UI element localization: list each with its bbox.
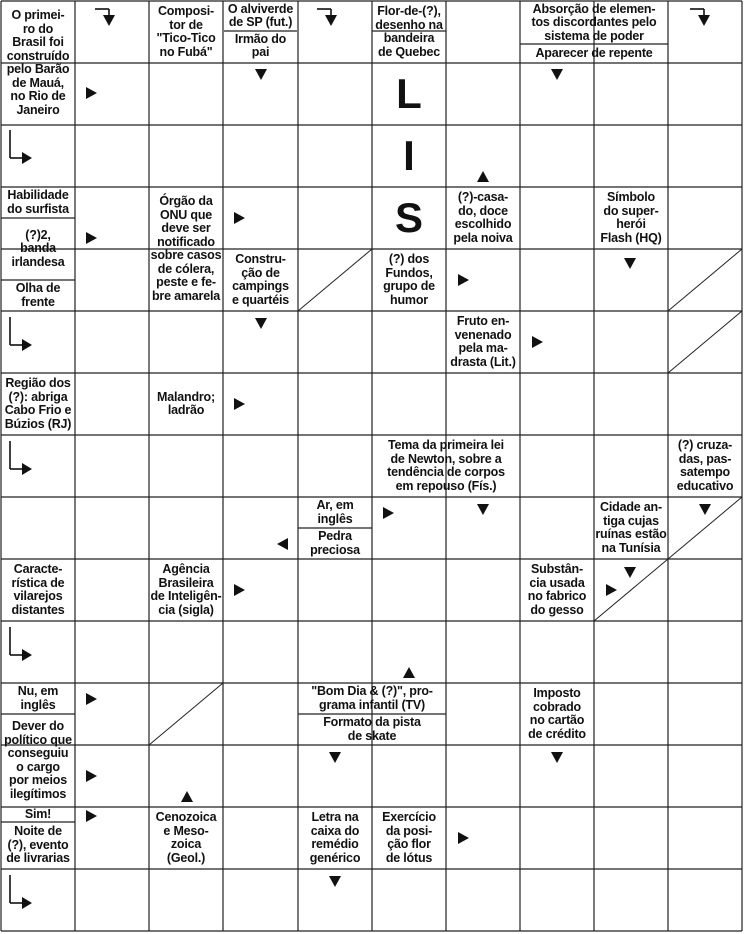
clue-c32: Sim! — [24, 807, 52, 821]
arrow-right-icon — [532, 336, 543, 348]
clue-c30: Formato da pista de skate — [323, 715, 421, 743]
arrow-up-icon — [477, 171, 489, 182]
arrow-down-icon — [477, 504, 489, 515]
clue-c14: (?)-casa- do, doce escolhido pela noiva — [453, 190, 513, 245]
arrow-right-icon — [383, 507, 394, 519]
arrow-down-icon — [624, 567, 636, 578]
clue-c23: Cidade an- tiga cujas ruínas estão na Tunísia — [595, 500, 667, 555]
arrow-bent-down-icon — [698, 15, 710, 26]
clue-c10: Olha de frente — [15, 281, 61, 309]
arrow-bent-down-icon — [103, 15, 115, 26]
blocked-cell-diagonal — [298, 249, 372, 311]
answer-letter-cell[interactable]: L — [396, 70, 422, 117]
clue-c19: Tema da primeira lei de Newton, sobre a tendência de corpos em repouso (Fís.) — [387, 438, 505, 493]
arrow-right-icon — [606, 584, 617, 596]
clue-c17: Região dos (?): abriga Cabo Frio e Búzios (RJ) — [4, 376, 72, 431]
clue-c12: Constru- ção de campings e quartéis — [231, 252, 290, 307]
arrow-right-icon — [458, 274, 469, 286]
arrow-bent-right-icon — [22, 152, 32, 164]
arrow-right-icon — [86, 693, 97, 705]
clue-c25: Agência Brasileira de Inteligên- cia (sigla) — [150, 562, 222, 617]
clue-c18: Malandro; ladrão — [157, 389, 215, 417]
clue-c28: Dever do político que conseguiu o cargo por meios ilegítimos — [4, 719, 72, 801]
clue-c21: Ar, em inglês — [316, 498, 354, 526]
clue-c27: Nu, em inglês — [17, 684, 59, 712]
clue-c33: Noite de (?), evento de livrarias — [6, 824, 70, 866]
blocked-cell-diagonal — [668, 249, 742, 311]
arrow-down-icon — [551, 69, 563, 80]
clue-c4: Irmão do pai — [234, 31, 287, 59]
clue-c16: Fruto en- venenado pela ma- drasta (Lit.) — [450, 314, 516, 369]
arrow-down-icon — [624, 258, 636, 269]
clue-c22: Pedra preciosa — [310, 529, 360, 557]
clue-c31: Imposto cobrado no cartão de crédito — [528, 686, 586, 741]
arrow-right-icon — [458, 832, 469, 844]
clue-c9: (?)2, banda irlandesa — [11, 227, 65, 269]
clue-c34: Cenozoica e Meso- zoica (Geol.) — [155, 810, 217, 865]
answer-letter-cell[interactable]: I — [403, 132, 415, 179]
arrow-up-icon — [181, 791, 193, 802]
arrow-bent-right-icon — [22, 339, 32, 351]
arrow-up-icon — [403, 667, 415, 678]
arrow-down-icon — [699, 504, 711, 515]
arrow-bent-right-icon — [22, 897, 32, 909]
clue-c24: Caracte- rística de vilarejos distantes — [11, 562, 65, 617]
arrow-down-icon — [551, 752, 563, 763]
clue-c8: Habilidade do surfista — [7, 188, 69, 216]
arrow-left-icon — [277, 538, 288, 550]
clue-c2: Composi- tor de "Tico-Tico no Fubá" — [156, 4, 216, 59]
clue-c36: Exercício da posi- ção flor de lótus — [382, 810, 436, 865]
clue-c6: Absorção de elemen- tos discordantes pelo sistema de poder — [531, 1, 657, 43]
arrow-down-icon — [329, 876, 341, 887]
arrow-right-icon — [234, 584, 245, 596]
clue-c5: Flor-de-(?), desenho na bandeira de Quebec — [375, 4, 443, 59]
arrow-bent-down-icon — [325, 15, 337, 26]
arrow-right-icon — [234, 398, 245, 410]
arrow-down-icon — [255, 69, 267, 80]
arrow-right-icon — [234, 212, 245, 224]
arrow-right-icon — [86, 87, 97, 99]
blocked-cell-diagonal — [149, 683, 223, 745]
answer-letter-cell[interactable]: S — [394, 194, 423, 241]
arrow-right-icon — [86, 770, 97, 782]
arrow-right-icon — [86, 810, 97, 822]
clue-c1: O primei- ro do Brasil foi construído pelo Barão de Mauá, no Rio de Janeiro — [6, 8, 70, 117]
clue-c20: (?) cruza- das, pas- satempo educativo — [676, 438, 734, 493]
clue-c29: "Bom Dia & (?)", pro- grama infantil (TV) — [311, 684, 433, 712]
clue-c3: O alviverde de SP (fut.) — [227, 1, 294, 29]
clue-c35: Letra na caixa do remédio genérico — [309, 810, 361, 865]
arrow-down-icon — [329, 752, 341, 763]
arrow-right-icon — [86, 232, 97, 244]
clue-c26: Substân- cia usada no fabrico do gesso — [527, 562, 587, 617]
clue-c13: (?) dos Fundos, grupo de humor — [383, 252, 435, 307]
arrow-bent-right-icon — [22, 463, 32, 475]
arrow-bent-right-icon — [22, 649, 32, 661]
blocked-cell-diagonal — [668, 311, 742, 373]
clue-c11: Órgão da ONU que deve ser notificado sobre casos de cólera, peste e fe- bre amarela — [150, 194, 222, 303]
clue-c7: Aparecer de repente — [535, 45, 653, 60]
arrow-down-icon — [255, 318, 267, 329]
clue-c15: Símbolo do super- herói Flash (HQ) — [600, 190, 662, 245]
